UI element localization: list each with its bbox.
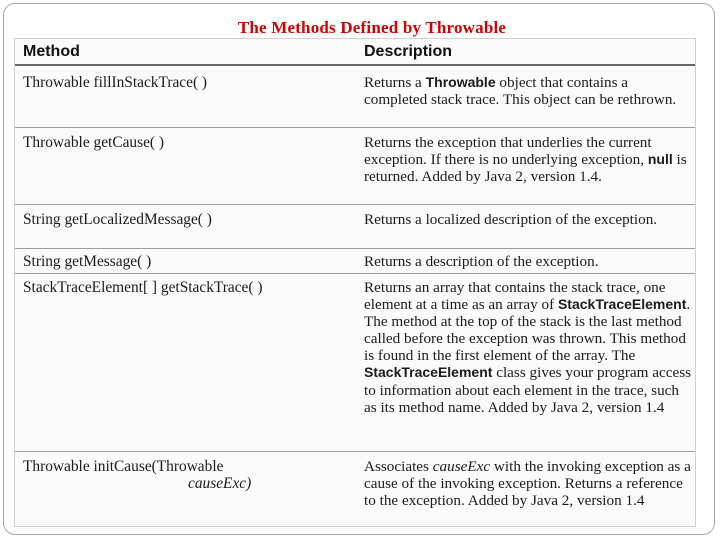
row-divider (15, 204, 695, 205)
method-initcause: Throwable initCause(Throwable causeExc) (23, 458, 353, 492)
description-initcause: Associates causeExc with the invoking exception as a cause of the invoking exception. Returns a reference to the exception. Added by Java 2, version 1.4 (364, 458, 691, 510)
slide-title: The Methods Defined by Throwable (237, 18, 507, 37)
method-getlocalizedmessage: String getLocalizedMessage( ) (23, 211, 212, 228)
method-initcause-param: causeExc) (188, 475, 252, 492)
row-divider (15, 248, 695, 249)
methods-table (14, 38, 696, 527)
method-getcause: Throwable getCause( ) (23, 134, 165, 151)
description-getstacktrace: Returns an array that contains the stack trace, one element at a time as an array of StackTraceElement. The method at the top of the stack is the last method called before the exception was thrown. This method is found in the first element of the array. The StackTraceElement class gives your program access to information about each element in the trace, such as its method name. Added by Java 2, version 1.4 (364, 279, 692, 416)
row-divider (15, 273, 695, 274)
header-divider (15, 64, 695, 66)
row-divider (15, 127, 695, 128)
row-divider (15, 451, 695, 452)
method-getstacktrace: StackTraceElement[ ] getStackTrace( ) (23, 279, 263, 296)
description-getlocalizedmessage: Returns a localized description of the exception. (364, 211, 658, 228)
description-getmessage: Returns a description of the exception. (364, 253, 599, 270)
method-column-header: Method (23, 43, 80, 60)
method-getmessage: String getMessage( ) (23, 253, 152, 270)
description-column-header: Description (364, 43, 453, 60)
description-getcause: Returns the exception that underlies the current exception. If there is no underlying exception, null is returned. Added by Java 2, version 1.4. (364, 134, 687, 186)
description-fillinstacktrace: Returns a Throwable object that contains a completed stack trace. This object can be rethrown. (364, 74, 677, 109)
method-fillinstacktrace: Throwable fillInStackTrace( ) (23, 74, 208, 91)
